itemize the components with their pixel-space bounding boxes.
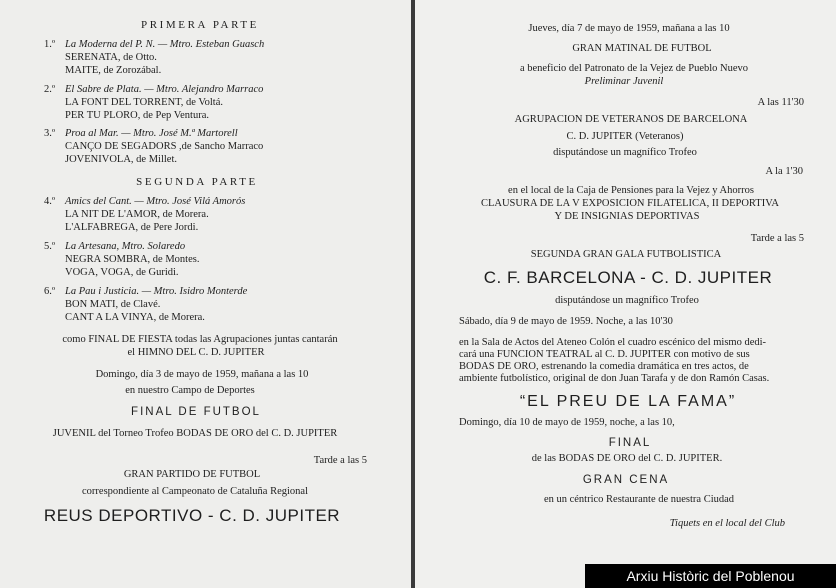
item-number: 2.º [44, 84, 56, 95]
item-song: JOVENIVOLA, de Millet. [65, 154, 177, 165]
left-page [0, 0, 411, 588]
item-song: LA FONT DEL TORRENT, de Voltá. [65, 97, 223, 108]
match-reus-jupiter: REUS DEPORTIVO - C. D. JUPITER [43, 506, 341, 525]
right-page [415, 0, 836, 588]
beneficio-line: a beneficio del Patronato de la Vejez de Pueblo Nuevo [519, 63, 749, 74]
tarde-5: Tarde a las 5 [750, 233, 804, 244]
item-song: LA NIT DE L'AMOR, de Morera. [65, 209, 209, 220]
gala-heading: SEGUNDA GRAN GALA FUTBOLISTICA [530, 249, 722, 260]
match-barcelona-jupiter: C. F. BARCELONA - C. D. JUPITER [483, 268, 773, 287]
item-director: La Pau i Justicia. — Mtro. Isidro Monterde [65, 286, 248, 297]
agrupacion-line: AGRUPACION DE VETERANOS DE BARCELONA [514, 114, 748, 125]
gran-partido-heading: GRAN PARTIDO DE FUTBOL [123, 469, 261, 480]
archive-watermark: Arxiu Històric del Poblenou [585, 564, 836, 588]
domingo-date: Domingo, día 10 de mayo de 1959, noche, a las 10, [459, 417, 675, 428]
item-number: 4.º [44, 196, 56, 207]
item-song: SERENATA, de Otto. [65, 52, 157, 63]
sunday-venue: en nuestro Campo de Deportes [125, 385, 255, 396]
caja-line: en el local de la Caja de Pensiones para la Vejez y Ahorros [508, 185, 754, 196]
item-number: 1.º [44, 39, 56, 50]
item-song: MAITE, de Zorozábal. [65, 65, 162, 76]
restaurante-line: en un céntrico Restaurante de nuestra Ciudad [543, 494, 735, 505]
clausura-line-1: CLAUSURA DE LA V EXPOSICION FILATELICA, II DEPORTIVA [480, 198, 780, 209]
item-song: VOGA, VOGA, de Guridi. [65, 267, 179, 278]
final-heading: FINAL [608, 437, 652, 449]
item-director: Amics del Cant. — Mtro. José Vilá Amorós [65, 196, 246, 207]
item-song: BON MATI, de Clavé. [65, 299, 161, 310]
tiquets-line: Tiquets en el local del Club [669, 518, 785, 529]
sala-line-1: en la Sala de Actos del Ateneo Colón el cuadro escénico del mismo dedi- [459, 337, 767, 348]
sala-line-2: cará una FUNCION TEATRAL al C. D. JUPITER con motivo de sus [459, 349, 750, 360]
sala-line-3: BODAS DE ORO, estrenando la comedia dramática en tres actos, de [459, 361, 749, 372]
item-director: El Sabre de Plata. — Mtro. Alejandro Marraco [65, 84, 264, 95]
tarde-time: Tarde a las 5 [313, 455, 367, 466]
item-number: 5.º [44, 241, 56, 252]
item-song: CANÇO DE SEGADORS ,de Sancho Marraco [65, 141, 264, 152]
item-number: 6.º [44, 286, 56, 297]
bodas-line: de las BODAS DE ORO del C. D. JUPITER. [531, 453, 723, 464]
juvenil-line: JUVENIL del Torneo Trofeo BODAS DE ORO del C. D. JUPITER [52, 428, 338, 439]
time-130: A la 1'30 [765, 166, 803, 177]
sunday-date: Domingo, día 3 de mayo de 1959, mañana a las 10 [95, 369, 309, 380]
item-song: CANT A LA VINYA, de Morera. [65, 312, 205, 323]
section-title-segunda-parte: SEGUNDA PARTE [136, 176, 258, 188]
jueves-date: Jueves, día 7 de mayo de 1959, mañana a las 10 [528, 23, 730, 34]
item-song: PER TU PLORO, de Pep Ventura. [65, 110, 209, 121]
trofeo-line: disputándose un magnífico Trofeo [553, 147, 697, 158]
item-song: NEGRA SOMBRA, de Montes. [65, 254, 200, 265]
sabado-date: Sábado, día 9 de mayo de 1959. Noche, a las 10'30 [459, 316, 673, 327]
himno-line: el HIMNO DEL C. D. JUPITER [127, 347, 265, 358]
play-title: “EL PREU DE LA FAMA” [519, 393, 737, 410]
final-futbol-heading: FINAL DE FUTBOL [131, 406, 261, 418]
section-title-primera-parte: PRIMERA PARTE [140, 19, 260, 31]
preliminar-line: Preliminar Juvenil [584, 76, 664, 87]
item-director: Proa al Mar. — Mtro. José M.ª Martorell [65, 128, 238, 139]
item-director: La Moderna del P. N. — Mtro. Esteban Guasch [65, 39, 265, 50]
clausura-line-2: Y DE INSIGNIAS DEPORTIVAS [554, 211, 700, 222]
item-song: L'ALFABREGA, de Pere Jordi. [65, 222, 199, 233]
item-number: 3.º [44, 128, 56, 139]
campeonato-line: correspondiente al Campeonato de Cataluña Regional [82, 486, 308, 497]
trofeo-line-2: disputándose un magnífico Trofeo [555, 295, 699, 306]
item-director: La Artesana, Mtro. Solaredo [65, 241, 186, 252]
matinal-heading: GRAN MATINAL DE FUTBOL [572, 43, 712, 54]
sala-line-4: ambiente futbolístico, original de don Juan Tarafa y de don Ramón Casas. [459, 373, 770, 384]
cena-heading: GRAN CENA [582, 474, 670, 486]
finale-line: como FINAL DE FIESTA todas las Agrupaciones juntas cantarán [62, 334, 338, 345]
jupiter-veteranos: C. D. JUPITER (Veteranos) [566, 131, 684, 142]
time-1130: A las 11'30 [757, 97, 804, 108]
